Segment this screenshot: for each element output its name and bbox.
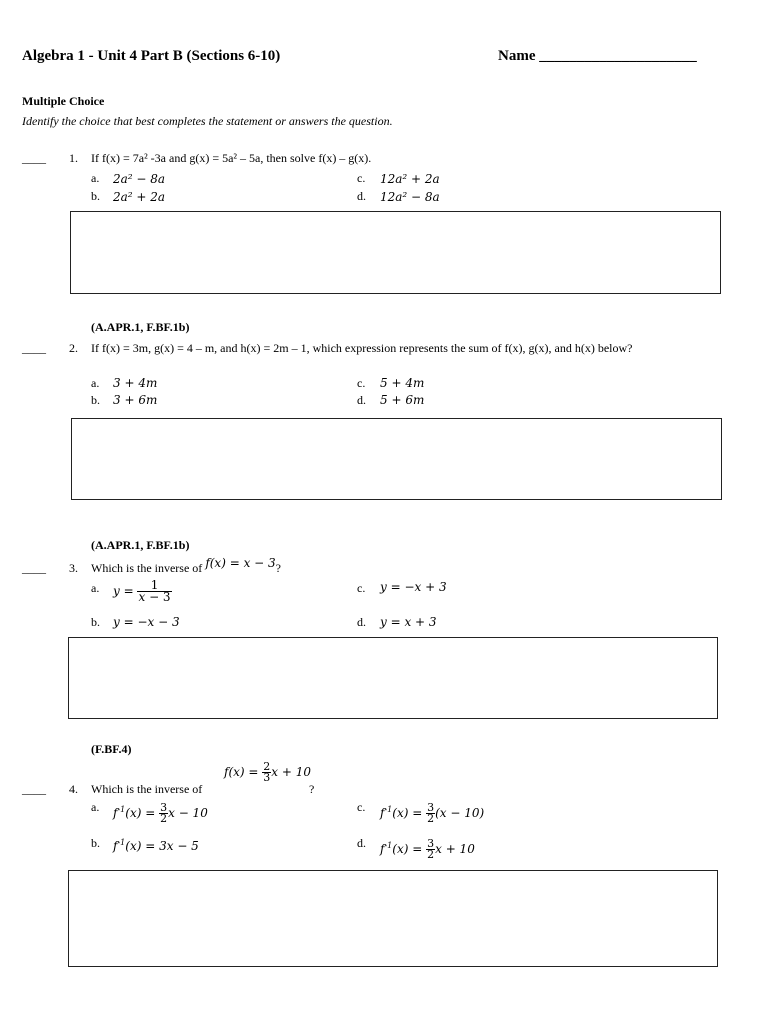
question-text-4: Which is the inverse of	[91, 782, 203, 796]
option-2d[interactable]: 5 + 6m	[380, 393, 425, 407]
name-field-label: Name _____________________	[498, 48, 697, 64]
option-3b[interactable]: y = −x − 3	[113, 615, 180, 629]
worksheet-title: Algebra 1 - Unit 4 Part B (Sections 6-10)	[22, 48, 281, 64]
option-label-1d: d.	[357, 189, 366, 203]
standard-label-4: (F.BF.4)	[91, 742, 132, 756]
section-title: Multiple Choice	[22, 94, 105, 108]
option-label-1a: a.	[91, 171, 100, 185]
question-number-4: 4.	[69, 782, 78, 796]
option-3d[interactable]: y = x + 3	[380, 615, 437, 629]
question-expr-4: f(x) = $\frac{2}{3}$ x + 10	[224, 760, 312, 784]
option-label-3d: d.	[357, 615, 366, 629]
option-label-4b: b.	[91, 836, 100, 850]
question-number-3: 3.	[69, 561, 78, 575]
option-label-4d: d.	[357, 836, 366, 850]
answer-blank-2[interactable]: ____	[22, 341, 46, 355]
option-label-2d: d.	[357, 393, 366, 407]
option-label-3b: b.	[91, 615, 100, 629]
question-number-1: 1.	[69, 151, 78, 165]
option-label-4c: c.	[357, 800, 366, 814]
work-box-4[interactable]	[68, 870, 718, 967]
option-2c[interactable]: 5 + 4m	[380, 376, 425, 390]
work-box-3[interactable]	[68, 637, 718, 719]
option-1a[interactable]: 2a² − 8a	[113, 172, 166, 186]
answer-blank-3[interactable]: ____	[22, 561, 46, 575]
answer-blank-4[interactable]: ____	[22, 782, 46, 796]
work-box-2[interactable]	[71, 418, 722, 500]
option-4b[interactable]: $f^{-1}(x) = 3x - 5$	[113, 838, 199, 853]
question-text-3-wrap	[91, 556, 281, 576]
work-box-1[interactable]	[70, 211, 721, 294]
option-label-3a: a.	[91, 581, 100, 595]
option-4d[interactable]: $f^{-1}(x)$ = $\frac{3}{2}$ x + 10	[380, 837, 475, 861]
question-expr-3: f(x) = x − 3	[205, 556, 276, 570]
answer-blank-1[interactable]: ____	[22, 151, 46, 165]
option-label-3c: c.	[357, 581, 366, 595]
option-1d[interactable]: 12a² − 8a	[380, 190, 440, 204]
section-instructions: Identify the choice that best completes the statement or answers the question.	[22, 114, 393, 128]
question-text-1: If f(x) = 7a² -3a and g(x) = 5a² – 5a, then solve f(x) – g(x).	[91, 151, 372, 165]
question-mark-3: ?	[275, 561, 281, 575]
option-3a[interactable]: y = $\frac{1}{x - 3}$	[113, 578, 171, 604]
option-label-2b: b.	[91, 393, 100, 407]
option-2a[interactable]: 3 + 4m	[113, 376, 158, 390]
question-number-2: 2.	[69, 341, 78, 355]
standard-label-3: (A.APR.1, F.BF.1b)	[91, 538, 190, 552]
option-1b[interactable]: 2a² + 2a	[113, 190, 166, 204]
option-label-2a: a.	[91, 376, 100, 390]
standard-label-2: (A.APR.1, F.BF.1b)	[91, 320, 190, 334]
option-label-4a: a.	[91, 800, 100, 814]
question-mark-4: ?	[309, 782, 315, 796]
option-2b[interactable]: 3 + 6m	[113, 393, 158, 407]
option-4a[interactable]: $f^{-1}(x)$ = $\frac{3}{2}$ x − 10	[113, 801, 208, 825]
option-3c[interactable]: y = −x + 3	[380, 580, 447, 594]
question-text-2: If f(x) = 3m, g(x) = 4 – m, and h(x) = 2m – 1, which expression represents the sum of f(x), g(x), and h(x) below?	[91, 341, 633, 355]
option-label-2c: c.	[357, 376, 366, 390]
option-1c[interactable]: 12a² + 2a	[380, 172, 440, 186]
question-text-3: Which is the inverse of	[91, 561, 203, 575]
option-label-1b: b.	[91, 189, 100, 203]
option-4c[interactable]: $f^{-1}(x)$ = $\frac{3}{2}$ (x − 10)	[380, 801, 485, 825]
option-label-1c: c.	[357, 171, 366, 185]
